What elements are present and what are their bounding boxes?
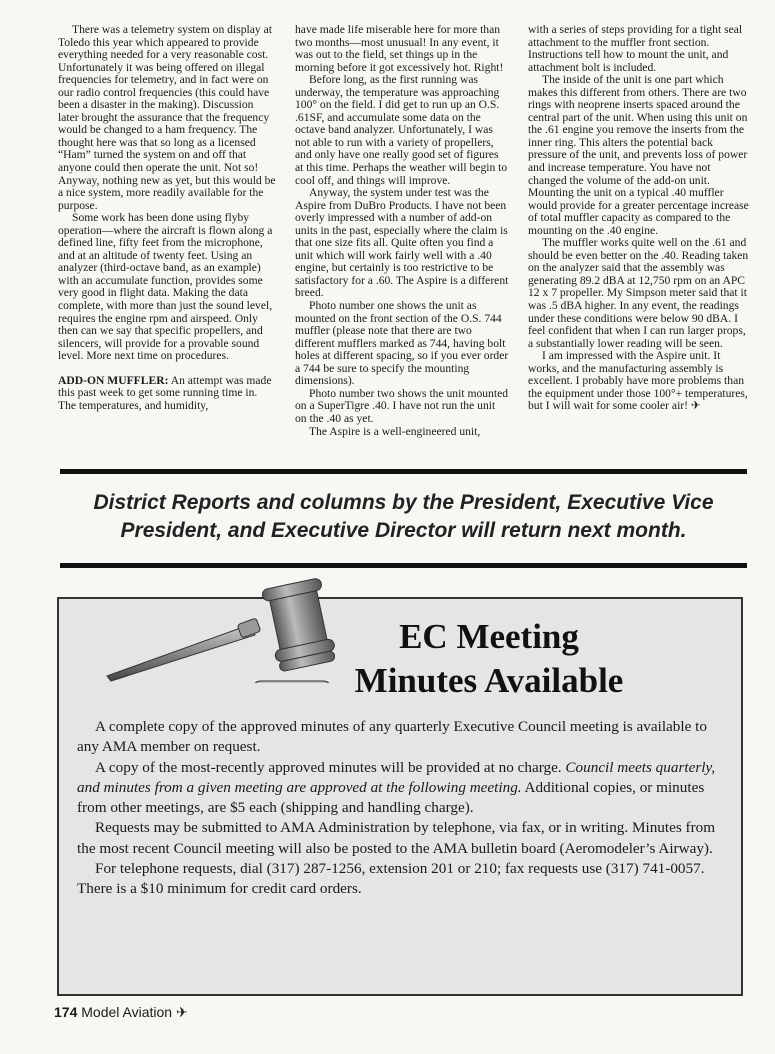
paragraph (77, 758, 717, 819)
paragraph: The Aspire is a well-engineered unit, (309, 424, 481, 438)
divider (60, 469, 747, 474)
paragraph: with a series of steps providing for a tight seal attachment to the muffler front section. Instructions tell how to mount the unit, and attachment bolt is included. (528, 23, 743, 74)
airplane-icon: ✈ (175, 1004, 188, 1020)
box-subtitle: Minutes Available (354, 661, 624, 700)
italic-text: Council meets quarterly, and minutes from a given meeting are approved at the following meeting. (77, 758, 716, 796)
text: Additional copies, or minutes from other meetings, are $5 each (shipping and handling charge). (77, 778, 705, 817)
paragraph: Photo number one shows the unit as mounted on the front section of the O.S. 744 muffler (please note that there are two different mufflers marked as 744, having bolt holes at different spacing, so if you ever order a 744 be sure to specify the mounting dimensions). (295, 299, 509, 388)
article-column-3 (528, 24, 752, 413)
box-body (77, 717, 717, 900)
paragraph: For telephone requests, dial (317) 287-1256, extension 201 or 210; fax requests use (317) 741-0057. There is a $10 minimum for credit card orders. (77, 860, 705, 898)
notice-headline (60, 489, 747, 545)
section-heading: ADD-ON MUFFLER: (58, 373, 169, 387)
section-paragraph (58, 375, 276, 413)
article-column-1 (58, 24, 276, 412)
notice-line: President, and Executive Director will return next month. (120, 519, 687, 542)
notice-line: District Reports and columns by the President, Executive Vice (93, 491, 714, 514)
box-title: EC Meeting (399, 617, 579, 656)
paragraph: There was a telemetry system on display at Toledo this year which appeared to provide everything needed for a very reasonable cost. Unfortunately it was being offered on illegal frequencies for telemetry, and in fact were on our radio control frequencies (this could have been a disaster in the making). Discussion later brought the assurance that the frequency would be changed to a ham frequency. The thought here was that so long as a licensed “Ham” turned the system on and off that anyone could then operate the unit. Not so! Anyway, nothing new as yet, but this would be a nice system, more readily available for the purpose. (58, 23, 276, 212)
paragraph: Some work has been done using flyby operation—where the aircraft is flown along a defined line, fifty feet from the microphone, and at an altitude of twenty feet. Using an analyzer (third-octave band, as an example) with an accumulate function, provides some very good in flight data. Making the data complete, with more than just the sound level, requires the engine rpm and airspeed. Only then can we say that specific propellers, and silencers, will provide for a provable sound level. More next time on procedures. (58, 211, 273, 363)
page-number: 174 (54, 1004, 78, 1020)
paragraph: have made life miserable here for more than two months—most unusual! In any event, it was out to the field, set things up in the morning before it got excessively hot. Right! (295, 23, 504, 74)
paragraph: The muffler works quite well on the .61 and should be even better on the .40. Reading taken on the analyzer said that the assembly was generating 89.2 dBA at 12,750 rpm on an APC 12 x 7 propeller. My Simpson meter said that it was .5 dBA higher. In any event, the readings under these conditions were below 90 dBA. I feel confident that when I can run larger props, a substantially lower reading will be seen. (528, 236, 749, 350)
paragraph: The inside of the unit is one part which makes this different from others. There are two rings with neoprene inserts spaced around the central part of the unit. When using this unit on the .61 engine you remove the inserts from the inner ring. This alters the potential back pressure of the unit, and prevents loss of power and increase temperature. You have not changed the volume of the add-on unit. Mounting the unit on a typical .40 muffler would provide for a greater percentage increase of total muffler capacity as compared to the mounting on the .40 engine. (528, 73, 749, 237)
section-text: An attempt was made this past week to get some running time in. The temperatures, and humidity, (58, 373, 272, 412)
article-column-2 (295, 24, 509, 438)
paragraph: Before long, as the first running was underway, the temperature was approaching 100° on the field. I did get to run up an O.S. .61SF, and accumulate some data on the octave band analyzer. Unfortunately, I was not able to run with a variety of propellers, and only have one really good set of figures at this time. Perhaps the weather will begin to cool off, and things will improve. (295, 73, 508, 187)
paragraph: Requests may be submitted to AMA Administration by telephone, via fax, or in writing. Minutes from the most recent Council meeting will also be posted to the AMA bulletin board (Aeromodeler’s Airway). (77, 819, 716, 857)
paragraph: A complete copy of the approved minutes of any quarterly Executive Council meeting is available to any AMA member on request. (77, 718, 707, 756)
page-footer (54, 1004, 188, 1021)
divider (60, 563, 747, 568)
text: A copy of the most-recently approved minutes will be provided at no charge. (95, 758, 566, 776)
paragraph: Anyway, the system under test was the Aspire from DuBro Products. I have not been overly impressed with a number of add-on units in the past, especially where the claim is that one size fits all. Quite often you find a unit which will work fairly well with a .40 engine, but certainly is too restrictive to be satisfactory for a .60. The Aspire is a different breed. (295, 186, 509, 300)
magazine-name: Model Aviation (77, 1004, 173, 1020)
ec-minutes-box (57, 597, 743, 996)
paragraph: I am impressed with the Aspire unit. It works, and the manufacturing assembly is excellent. I probably have more problems than the equipment under those 100°+ temperatures, but I will wait for some cooler air! ✈ (528, 349, 748, 413)
paragraph: Photo number two shows the unit mounted on a SuperTigre .40. I have not run the unit on the .40 as yet. (295, 386, 509, 425)
